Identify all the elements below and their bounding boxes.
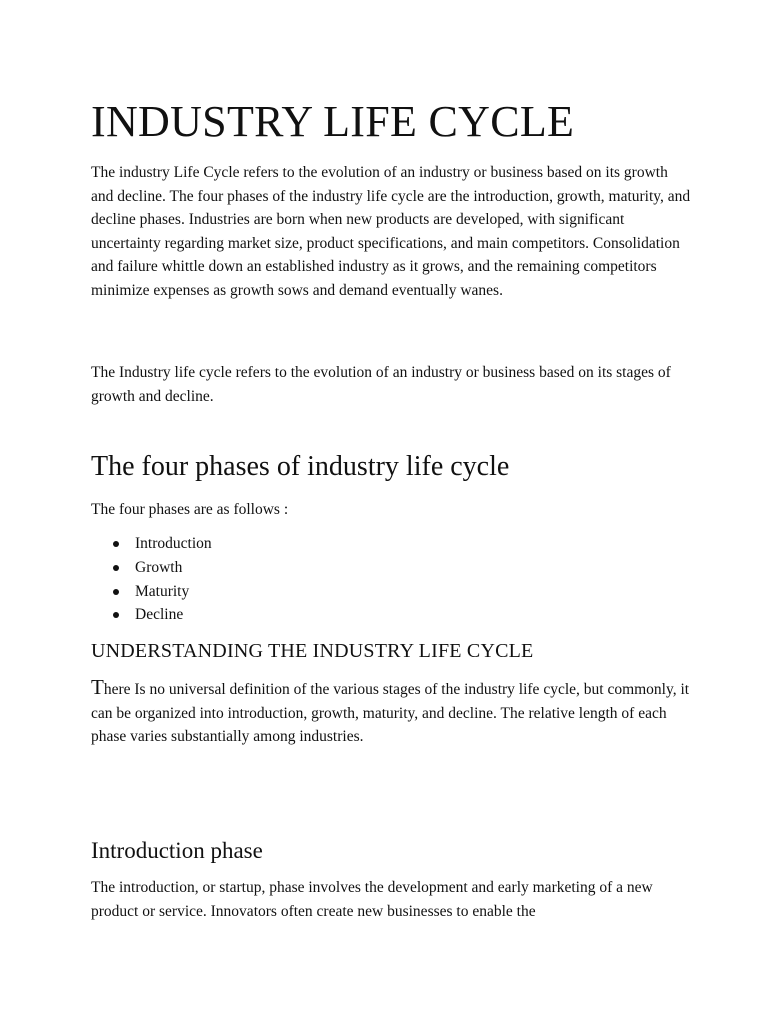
list-item — [91, 556, 212, 580]
list-item-label: Maturity — [135, 582, 190, 600]
dropcap-letter: T — [91, 675, 104, 699]
understanding-heading: UNDERSTANDING THE INDUSTRY LIFE CYCLE — [91, 640, 534, 662]
list-item — [91, 532, 212, 556]
bullet-icon — [113, 541, 119, 547]
bullet-icon — [113, 612, 119, 618]
list-item — [91, 580, 212, 604]
definition-paragraph: The Industry life cycle refers to the evolution of an industry or business based on its stages of growth and decline. — [91, 364, 671, 405]
introduction-phase-heading: Introduction phase — [91, 838, 263, 863]
list-item-label: Growth — [135, 558, 183, 576]
phases-heading: The four phases of industry life cycle — [91, 451, 510, 482]
bullet-icon — [113, 565, 119, 571]
phases-intro-text: The four phases are as follows : — [91, 501, 289, 518]
document-title: INDUSTRY LIFE CYCLE — [91, 97, 575, 146]
list-item — [91, 603, 212, 627]
phases-list — [91, 532, 212, 627]
list-item-label: Introduction — [135, 535, 212, 552]
intro-paragraph: The industry Life Cycle refers to the evolution of an industry or business based on its growth and decline. The four phases of the industry life cycle are the introduction, growth, maturity, and decline phases. Industries are born when new products are developed, with significant uncertainty regarding market size, product specifications, and main competitors. Consolidation and failure whittle down an established industry as it grows, and the remaining competitors minimize expenses as growth sows and demand eventually wanes. — [91, 164, 691, 299]
understanding-paragraph-text: here Is no universal definition of the various stages of the industry life cycle, but commonly, it can be organized into introduction, growth, maturity, and decline. The relative length of each phase varies substantially among industries. — [91, 681, 690, 745]
understanding-paragraph — [91, 676, 691, 749]
introduction-phase-paragraph: The introduction, or startup, phase involves the development and early marketing of a new product or service. Innovators often create new businesses to enable the — [91, 879, 653, 920]
bullet-icon — [113, 589, 119, 595]
list-item-label: Decline — [135, 606, 184, 624]
